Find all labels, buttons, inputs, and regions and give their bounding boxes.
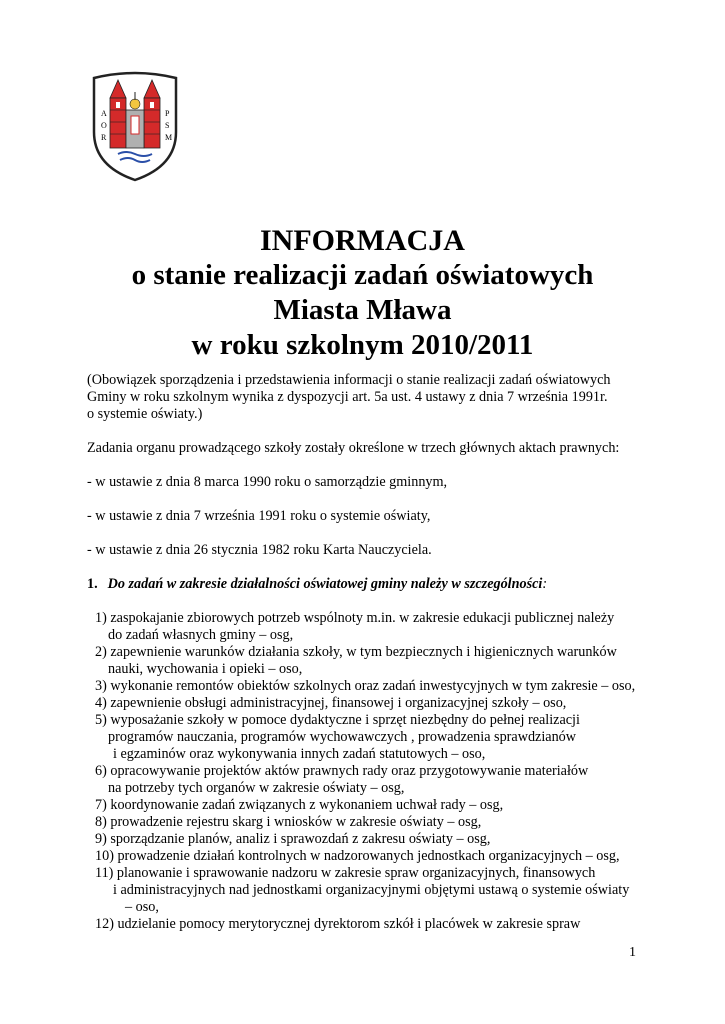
list-item: 10) prowadzenie działań kontrolnych w nadzorowanych jednostkach organizacyjnych – osg, [95, 848, 620, 864]
task-list [87, 610, 647, 933]
section-heading-text: Do zadań w zakresie działalności oświatowej gminy należy w szczególności [107, 576, 543, 592]
section-heading-colon: : [542, 576, 548, 592]
tasks-intro: Zadania organu prowadzącego szkoły zostały określone w trzech głównych aktach prawnych: [87, 440, 620, 456]
city-crest-logo [88, 70, 182, 182]
crest-letter: A [101, 109, 107, 118]
title-line-4: w roku szkolnym 2010/2011 [191, 329, 534, 361]
title-line-2: o stanie realizacji zadań oświatowych [131, 259, 594, 291]
title-line-1: INFORMACJA [260, 224, 465, 257]
obligation-line-3: o systemie oświaty.) [87, 406, 203, 422]
crest-letter: R [101, 133, 107, 142]
act-item: - w ustawie z dnia 26 stycznia 1982 roku Karta Nauczyciela. [87, 542, 432, 558]
crest-letter: P [165, 109, 170, 118]
list-item: 3) wykonanie remontów obiektów szkolnych oraz zadań inwestycyjnych w tym zakresie – oso, [95, 678, 636, 694]
list-item: 9) sporządzanie planów, analiz i sprawozdań z zakresu oświaty – osg, [95, 831, 491, 847]
list-item: 5) wyposażanie szkoły w pomoce dydaktyczne i sprzęt niezbędny do pełnej realizacji programów nauczania, programów wychowawczych , prowadzenia sprawdzianów i egzaminów oraz wykonywania innych zadań statutowych – oso, [95, 712, 580, 762]
obligation-line-1: (Obowiązek sporządzenia i przedstawienia informacji o stanie realizacji zadań oświatowych [87, 372, 611, 388]
obligation-line-2: Gminy w roku szkolnym wynika z dyspozycji art. 5a ust. 4 ustawy z dnia 7 września 1991r. [87, 389, 608, 405]
section-1-heading [87, 576, 647, 593]
crest-letter: M [165, 133, 173, 142]
title-line-3: Miasta Mława [273, 294, 452, 326]
act-item: - w ustawie z dnia 7 września 1991 roku o systemie oświaty, [87, 508, 431, 524]
crest-letter: S [165, 121, 170, 130]
section-number: 1. [87, 576, 98, 592]
list-item: 8) prowadzenie rejestru skarg i wniosków w zakresie oświaty – osg, [95, 814, 482, 830]
crest-letter: O [101, 121, 107, 130]
page-number: 1 [629, 945, 636, 960]
list-item: 1) zaspokajanie zbiorowych potrzeb wspólnoty m.in. w zakresie edukacji publicznej należy do zadań własnych gminy – osg, [95, 610, 615, 643]
document-body [87, 372, 647, 933]
list-item: 4) zapewnienie obsługi administracyjnej, finansowej i organizacyjnej szkoły – oso, [95, 695, 567, 711]
list-item: 2) zapewnienie warunków działania szkoły, w tym bezpiecznych i higienicznych warunków nauki, wychowania i opieki – oso, [95, 644, 617, 677]
list-item: 7) koordynowanie zadań związanych z wykonaniem uchwał rady – osg, [95, 797, 504, 813]
list-item: 11) planowanie i sprawowanie nadzoru w zakresie spraw organizacyjnych, finansowych i administracyjnych nad jednostkami organizacyjnymi objętymi ustawą o systemie oświaty – oso, [95, 865, 630, 915]
list-item: 12) udzielanie pomocy merytorycznej dyrektorom szkół i placówek w zakresie spraw [95, 916, 581, 932]
document-title [0, 223, 725, 363]
list-item: 6) opracowywanie projektów aktów prawnych rady oraz przygotowywanie materiałów na potrzeby tych organów w zakresie oświaty – osg, [95, 763, 589, 796]
act-item: - w ustawie z dnia 8 marca 1990 roku o samorządzie gminnym, [87, 474, 448, 490]
